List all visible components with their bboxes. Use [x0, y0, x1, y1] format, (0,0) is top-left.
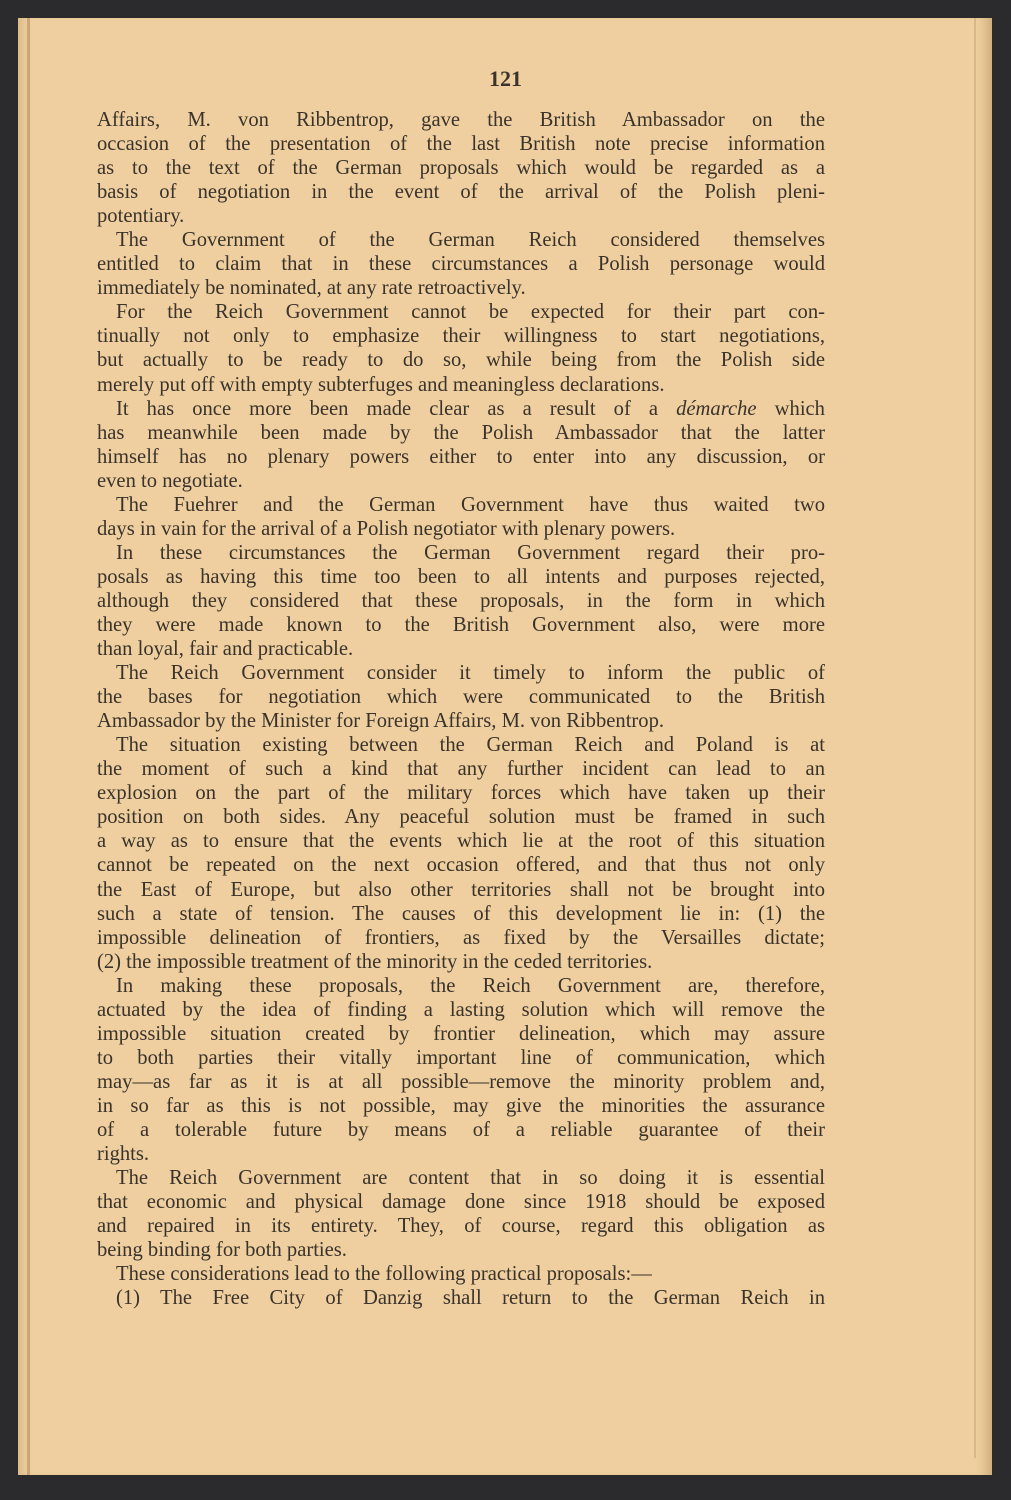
text-line: impossible situation created by frontier delineation, which may assure	[97, 1022, 825, 1045]
text-line: has meanwhile been made by the Polish Ambassador that the latter	[97, 421, 825, 444]
text-line: (2) the impossible treatment of the minority in the ceded territories.	[97, 950, 653, 973]
text-line: the East of Europe, but also other territories shall not be brought into	[97, 878, 825, 901]
text-line: such a state of tension. The causes of this development lie in: (1) the	[97, 902, 825, 925]
text-line: they were made known to the British Government also, were more	[97, 613, 825, 636]
text-line: occasion of the presentation of the last British note precise information	[97, 133, 825, 156]
text-line: In these circumstances the German Government regard their pro-	[116, 541, 825, 564]
text-line: tinually not only to emphasize their willingness to start negotiations,	[97, 325, 825, 348]
text-line: rights.	[97, 1143, 150, 1166]
text-line: For the Reich Government cannot be expected for their part con-	[116, 301, 825, 324]
body-text	[97, 108, 825, 1310]
text-line: even to negotiate.	[97, 469, 243, 492]
text-line: potentiary.	[97, 205, 185, 228]
text-line: The situation existing between the German Reich and Poland is at	[116, 734, 825, 757]
text-line: explosion on the part of the military forces which have taken up their	[97, 782, 825, 805]
text-line: although they considered that these proposals, in the form in which	[97, 589, 825, 612]
text-line: and repaired in its entirety. They, of course, regard this obligation as	[97, 1215, 825, 1238]
text-line: position on both sides. Any peaceful solution must be framed in such	[97, 806, 825, 829]
italic-word: démarche	[676, 397, 757, 420]
text-line: cannot be repeated on the next occasion offered, and that thus not only	[97, 854, 825, 877]
text-line: may—as far as it is at all possible—remove the minority problem and,	[97, 1070, 825, 1093]
text-line: but actually to be ready to do so, while being from the Polish side	[97, 349, 825, 372]
text-line: These considerations lead to the following practical proposals:—	[116, 1263, 652, 1286]
text-line: in so far as this is not possible, may give the minorities the assurance	[97, 1094, 825, 1117]
text-line: actuated by the idea of finding a lasting solution which will remove the	[97, 998, 825, 1021]
text-line: The Government of the German Reich considered themselves	[116, 229, 825, 252]
page-number: 121	[489, 66, 522, 91]
text-line: The Reich Government consider it timely to inform the public of	[116, 662, 825, 685]
text-line: to both parties their vitally important line of communication, which	[97, 1046, 825, 1069]
text-line: being binding for both parties.	[97, 1239, 347, 1262]
text-line: days in vain for the arrival of a Polish negotiator with plenary powers.	[97, 517, 676, 540]
text-line: Affairs, M. von Ribbentrop, gave the British Ambassador on the	[97, 109, 825, 131]
text-span: It has once more been made clear as a result of a	[116, 397, 677, 420]
text-line	[97, 397, 825, 421]
page-edge-right	[974, 18, 976, 1458]
text-line: Ambassador by the Minister for Foreign Affairs, M. von Ribbentrop.	[97, 710, 665, 733]
text-line: In making these proposals, the Reich Government are, therefore,	[116, 974, 825, 997]
text-line: basis of negotiation in the event of the arrival of the Polish pleni-	[97, 181, 825, 204]
text-line: the moment of such a kind that any further incident can lead to an	[97, 758, 825, 781]
text-line: than loyal, fair and practicable.	[97, 638, 354, 661]
text-span: which	[756, 397, 825, 420]
text-line: entitled to claim that in these circumstances a Polish personage would	[97, 253, 825, 276]
text-line: immediately be nominated, at any rate retroactively.	[97, 277, 526, 300]
text-line: that economic and physical damage done since 1918 should be exposed	[97, 1191, 825, 1214]
text-line: (1) The Free City of Danzig shall return to the German Reich in	[116, 1287, 825, 1310]
text-line: the bases for negotiation which were communicated to the British	[97, 686, 825, 709]
text-line: a way as to ensure that the events which lie at the root of this situation	[97, 830, 825, 853]
text-line: merely put off with empty subterfuges and meaningless declarations.	[97, 373, 665, 396]
page-edge-left	[27, 18, 30, 1475]
text-line: impossible delineation of frontiers, as fixed by the Versailles dictate;	[97, 926, 825, 949]
text-line: posals as having this time too been to all intents and purposes rejected,	[97, 565, 825, 588]
text-line: The Reich Government are content that in so doing it is essential	[116, 1167, 825, 1190]
text-line: as to the text of the German proposals which would be regarded as a	[97, 157, 825, 180]
text-line: The Fuehrer and the German Government have thus waited two	[116, 493, 825, 516]
text-line: himself has no plenary powers either to enter into any discussion, or	[97, 445, 825, 468]
text-line: of a tolerable future by means of a reliable guarantee of their	[97, 1118, 825, 1141]
